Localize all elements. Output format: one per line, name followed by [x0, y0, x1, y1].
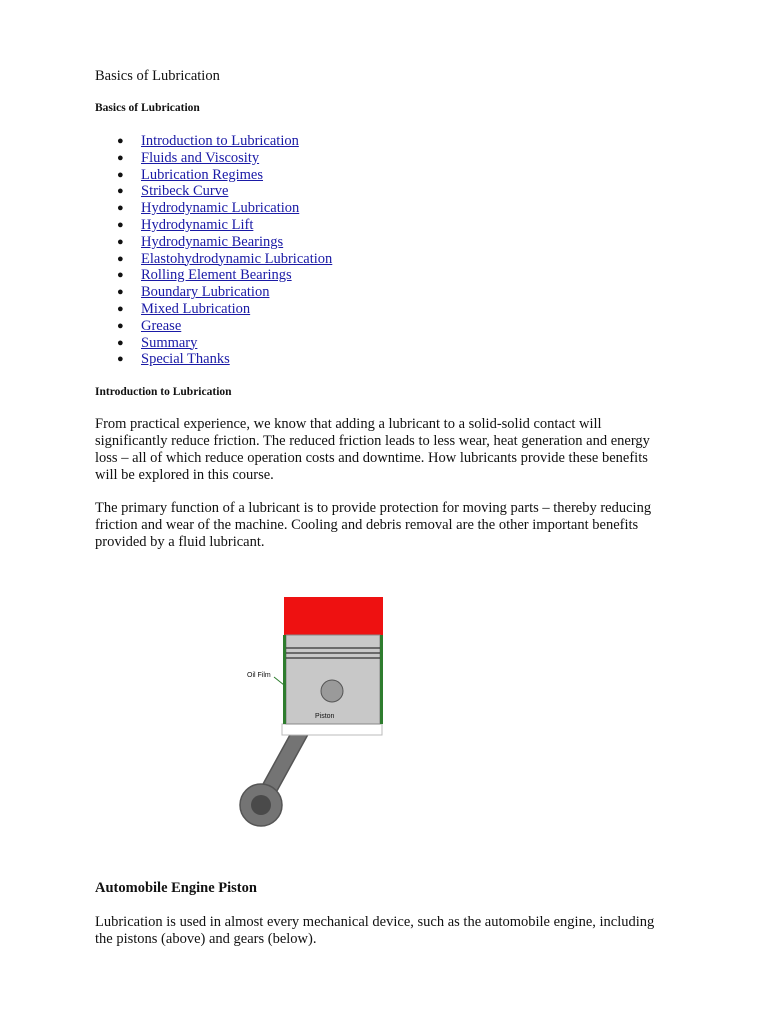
- bullet-icon: ●: [117, 218, 124, 231]
- bullet-icon: ●: [117, 336, 124, 349]
- bullet-icon: ●: [117, 151, 124, 164]
- bullet-icon: ●: [117, 269, 124, 282]
- toc-link-special-thanks[interactable]: Special Thanks: [141, 351, 230, 368]
- toc-item: [95, 200, 332, 217]
- toc-item: [95, 318, 332, 335]
- toc-link-elastohydrodynamic[interactable]: Elastohydrodynamic Lubrication: [141, 250, 333, 267]
- piston-head: [284, 597, 383, 635]
- oil-film-label: Oil Film: [247, 672, 271, 679]
- toc-item: [95, 150, 332, 167]
- page-title: Basics of Lubrication: [95, 68, 220, 84]
- toc-item: [95, 284, 332, 301]
- bullet-icon: ●: [117, 168, 124, 181]
- toc-link-fluids-viscosity[interactable]: Fluids and Viscosity: [141, 149, 260, 166]
- bullet-icon: ●: [117, 235, 124, 248]
- toc-item: [95, 335, 332, 352]
- toc-link-boundary-lubrication[interactable]: Boundary Lubrication: [141, 284, 270, 301]
- paragraph-usage: Lubrication is used in almost every mechanical device, such as the automobile engine, including the pistons (above) and gears (below).: [95, 914, 655, 947]
- toc-item: [95, 167, 332, 184]
- toc-link-hydrodynamic-bearings[interactable]: Hydrodynamic Bearings: [141, 233, 284, 250]
- toc-link-lubrication-regimes[interactable]: Lubrication Regimes: [141, 166, 264, 183]
- toc-item: [95, 301, 332, 318]
- piston-diagram: [230, 590, 400, 840]
- paragraph-function: The primary function of a lubricant is to provide protection for moving parts – thereby reducing friction and wear of the machine. Cooling and debris removal are the other important benefits provided by a fluid lubricant.: [95, 500, 652, 550]
- bullet-icon: ●: [117, 302, 124, 315]
- toc-item: [95, 234, 332, 251]
- section-heading: Introduction to Lubrication: [95, 386, 232, 398]
- toc-link-rolling-element-bearings[interactable]: Rolling Element Bearings: [141, 267, 292, 284]
- toc-link-grease[interactable]: Grease: [141, 317, 182, 334]
- bullet-icon: ●: [117, 286, 124, 299]
- toc-link-summary[interactable]: Summary: [141, 334, 198, 351]
- table-of-contents: [95, 133, 332, 368]
- paragraph-intro: From practical experience, we know that adding a lubricant to a solid-solid contact will significantly reduce friction. The reduced friction leads to less wear, heat generation and energy loss – all of which reduce operation costs and downtime. How lubricants provide these benefits will be explored in this course.: [95, 416, 650, 483]
- bullet-icon: ●: [117, 319, 124, 332]
- toc-item: [95, 251, 332, 268]
- toc-item: [95, 217, 332, 234]
- toc-item: [95, 133, 332, 150]
- toc-item: [95, 351, 332, 368]
- bullet-icon: ●: [117, 135, 124, 147]
- toc-item: [95, 267, 332, 284]
- toc-link-hydrodynamic-lubrication[interactable]: Hydrodynamic Lubrication: [141, 200, 300, 217]
- toc-link-hydrodynamic-lift[interactable]: Hydrodynamic Lift: [141, 216, 254, 233]
- toc-link-stribeck-curve[interactable]: Stribeck Curve: [141, 183, 229, 200]
- page-subtitle: Basics of Lubrication: [95, 102, 200, 114]
- cylinder-base: [282, 724, 382, 735]
- bullet-icon: ●: [117, 202, 124, 215]
- wrist-pin: [321, 680, 343, 702]
- figure-caption: Automobile Engine Piston: [95, 880, 257, 896]
- bullet-icon: ●: [117, 252, 124, 265]
- toc-link-introduction[interactable]: Introduction to Lubrication: [141, 133, 299, 149]
- bullet-icon: ●: [117, 353, 124, 366]
- bullet-icon: ●: [117, 185, 124, 198]
- toc-link-mixed-lubrication[interactable]: Mixed Lubrication: [141, 300, 251, 317]
- toc-item: [95, 183, 332, 200]
- oil-film-pointer: [274, 677, 284, 685]
- piston-label: Piston: [315, 713, 335, 720]
